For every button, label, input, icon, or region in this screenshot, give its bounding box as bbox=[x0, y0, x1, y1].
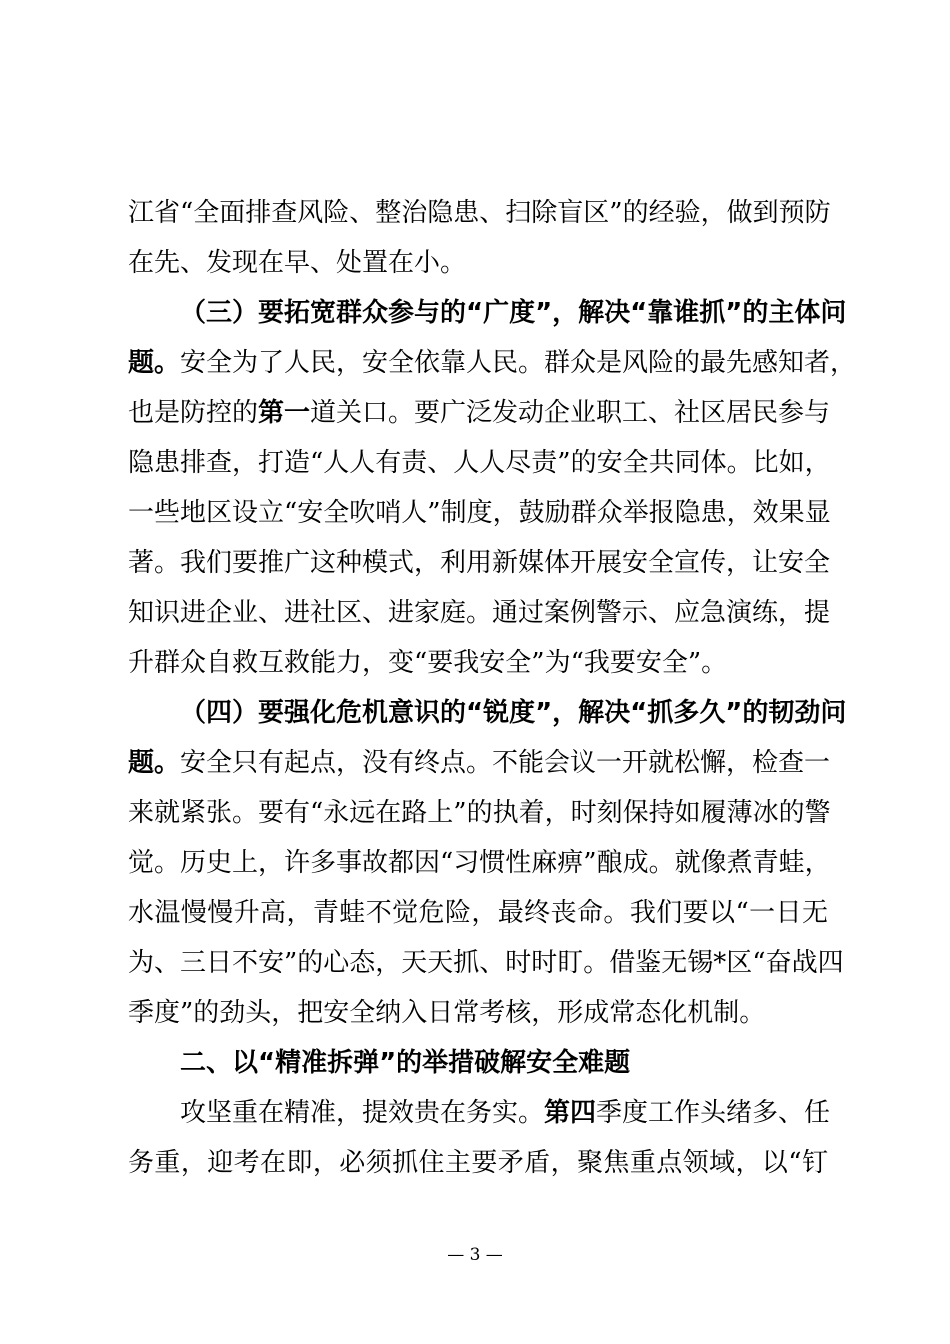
text-run: 也是防控的 bbox=[128, 398, 259, 428]
text-run: 务重，迎考在即，必须抓住主要矛盾，聚焦重点领域，以“钉 bbox=[128, 1148, 828, 1178]
paragraph-2-line-5 bbox=[128, 496, 831, 530]
bold-run: 第一 bbox=[258, 398, 311, 428]
text-run: 安全为了人民，安全依靠人民。群众是风险的最先感知者， bbox=[180, 348, 857, 378]
text-run: 为、三日不安”的心态，天天抓、时时盯。借鉴无锡*区“奋战四 bbox=[128, 948, 844, 978]
paragraph-3-line-3 bbox=[128, 796, 831, 830]
paragraph-2-line-7 bbox=[128, 596, 831, 630]
text-run: 安全只有起点，没有终点。不能会议一开就松懈，检查一 bbox=[180, 748, 831, 778]
text-run: 觉。历史上，许多事故都因“习惯性麻痹”酿成。就像煮青蛙， bbox=[128, 848, 831, 878]
paragraph-3-heading-line bbox=[180, 696, 847, 730]
section-heading-text: 二、以“精准拆弹”的举措破解安全难题 bbox=[180, 1048, 631, 1078]
section-heading bbox=[180, 1046, 828, 1080]
text-run: 江省“全面排查风险、整治隐患、扫除盲区”的经验，做到预防 bbox=[128, 198, 831, 228]
bold-run: 第四 bbox=[544, 1098, 597, 1128]
bold-heading-run: 题。 bbox=[128, 748, 181, 778]
paragraph-2-line-4 bbox=[128, 446, 831, 480]
bold-heading-run: （三）要拓宽群众参与的“广度”，解决“靠谁抓”的主体问 bbox=[180, 298, 847, 328]
text-run: 隐患排查，打造“人人有责、人人尽责”的安全共同体。比如， bbox=[128, 448, 831, 478]
page-number: — 3 — bbox=[447, 1245, 503, 1265]
paragraph-2-line-3 bbox=[128, 396, 831, 430]
paragraph-4-line-2 bbox=[128, 1146, 828, 1180]
paragraph-4-line-1 bbox=[180, 1096, 831, 1130]
bold-heading-run: （四）要强化危机意识的“锐度”，解决“抓多久”的韧劲问 bbox=[180, 698, 847, 728]
paragraph-3-line-4 bbox=[128, 846, 831, 880]
paragraph-2-line-2 bbox=[128, 346, 857, 380]
text-run: 季度工作头绪多、任 bbox=[596, 1098, 831, 1128]
paragraph-2-line-6 bbox=[128, 546, 831, 580]
paragraph-2-line-8 bbox=[128, 646, 828, 680]
text-run: 攻坚重在精准，提效贵在务实。 bbox=[180, 1098, 545, 1128]
text-run: 水温慢慢升高，青蛙不觉危险，最终丧命。我们要以“一日无 bbox=[128, 898, 828, 928]
paragraph-1-line-2 bbox=[128, 246, 828, 280]
text-run: 道关口。要广泛发动企业职工、社区居民参与 bbox=[310, 398, 831, 428]
bold-heading-run: 题。 bbox=[128, 348, 181, 378]
paragraph-1-line-1 bbox=[128, 196, 831, 230]
text-run: 一些地区设立“安全吹哨人”制度，鼓励群众举报隐患，效果显 bbox=[128, 498, 831, 528]
text-run: 知识进企业、进社区、进家庭。通过案例警示、应急演练，提 bbox=[128, 598, 831, 628]
text-run: 季度”的劲头，把安全纳入日常考核，形成常态化机制。 bbox=[128, 998, 766, 1028]
text-run: 著。我们要推广这种模式，利用新媒体开展安全宣传，让安全 bbox=[128, 548, 831, 578]
text-run: 在先、发现在早、处置在小。 bbox=[128, 248, 467, 278]
paragraph-3-line-5 bbox=[128, 896, 828, 930]
text-run: 升群众自救互救能力，变“要我安全”为“我要安全”。 bbox=[128, 648, 728, 678]
paragraph-3-line-6 bbox=[128, 946, 844, 980]
text-run: 来就紧张。要有“永远在路上”的执着，时刻保持如履薄冰的警 bbox=[128, 798, 831, 828]
paragraph-2-heading-line bbox=[180, 296, 847, 330]
paragraph-3-line-2 bbox=[128, 746, 831, 780]
paragraph-3-line-7 bbox=[128, 996, 828, 1030]
